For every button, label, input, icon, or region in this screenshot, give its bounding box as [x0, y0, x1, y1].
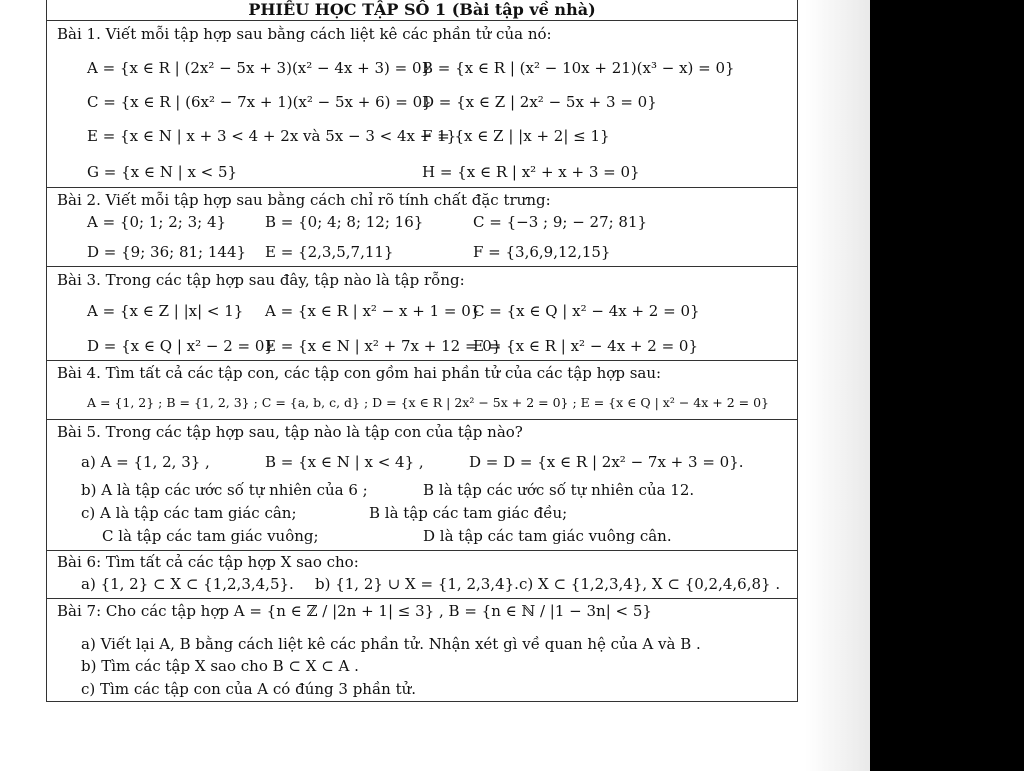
b4-heading: Bài 4. Tìm tất cả các tập con, các tập con gồm hai phần tử của các tập hợp sau: [57, 364, 662, 382]
b7-c: c) Tìm các tập con của A có đúng 3 phần tử. [81, 680, 417, 698]
b1-set-e: E = {x ∈ N | x + 3 < 4 + 2x và 5x − 3 < 4x − 1} [87, 127, 457, 145]
b1-set-c: C = {x ∈ R | (6x² − 7x + 1)(x² − 5x + 6) = 0} [87, 93, 432, 111]
divider [47, 266, 797, 267]
b5-a-set-b: B = {x ∈ N | x < 4} , [265, 453, 424, 471]
b7-b: b) Tìm các tập X sao cho B ⊂ X ⊂ A . [81, 657, 359, 675]
b2-set-d: D = {9; 36; 81; 144} [87, 243, 247, 261]
b1-set-h: H = {x ∈ R | x² + x + 3 = 0} [422, 163, 640, 181]
b5-heading: Bài 5. Trong các tập hợp sau, tập nào là tập con của tập nào? [57, 423, 523, 441]
divider [47, 598, 797, 599]
b5-c-set-b: B là tập các tam giác đều; [369, 504, 568, 522]
b7-heading: Bài 7: Cho các tập hợp A = {n ∈ ℤ / |2n + 1| ≤ 3} , B = {n ∈ ℕ / |1 − 3n| < 5} [57, 602, 652, 620]
page-edge-shadow [805, 0, 870, 771]
b5-c-set-c: C là tập các tam giác vuông; [102, 527, 319, 545]
divider [47, 360, 797, 361]
divider [47, 187, 797, 188]
b3-set-2b: E = {x ∈ N | x² + 7x + 12 = 0} [265, 337, 502, 355]
b6-c: c) X ⊂ {1,2,3,4}, X ⊂ {0,2,4,6,8} . [519, 575, 781, 593]
worksheet [46, 0, 798, 702]
b1-set-f: F = {x ∈ Z | |x + 2| ≤ 1} [422, 127, 610, 145]
b3-set-1a: A = {x ∈ Z | |x| < 1} [87, 302, 244, 320]
b6-b: b) {1, 2} ∪ X = {1, 2,3,4}. [315, 575, 519, 593]
b1-set-g: G = {x ∈ N | x < 5} [87, 163, 238, 181]
b3-set-2a: D = {x ∈ Q | x² − 2 = 0} [87, 337, 274, 355]
b1-set-b: B = {x ∈ R | (x² − 10x + 21)(x³ − x) = 0} [422, 59, 735, 77]
b1-set-a: A = {x ∈ R | (2x² − 5x + 3)(x² − 4x + 3) = 0} [87, 59, 432, 77]
b3-set-2c: E = {x ∈ R | x² − 4x + 2 = 0} [473, 337, 698, 355]
b3-set-1c: C = {x ∈ Q | x² − 4x + 2 = 0} [473, 302, 700, 320]
b2-set-b: B = {0; 4; 8; 12; 16} [265, 213, 424, 231]
b2-set-c: C = {−3 ; 9; − 27; 81} [473, 213, 648, 231]
b2-set-e: E = {2,3,5,7,11} [265, 243, 394, 261]
b6-heading: Bài 6: Tìm tất cả các tập hợp X sao cho: [57, 553, 359, 571]
b5-a-set-d: D = D = {x ∈ R | 2x² − 7x + 3 = 0}. [469, 453, 744, 471]
b2-heading: Bài 2. Viết mỗi tập hợp sau bằng cách chỉ rõ tính chất đặc trưng: [57, 191, 551, 209]
b7-a: a) Viết lại A, B bằng cách liệt kê các phần tử. Nhận xét gì về quan hệ của A và B . [81, 635, 701, 653]
b5-c-set-a: c) A là tập các tam giác cân; [81, 504, 297, 522]
b2-set-a: A = {0; 1; 2; 3; 4} [87, 213, 227, 231]
b3-heading: Bài 3. Trong các tập hợp sau đây, tập nào là tập rỗng: [57, 271, 465, 289]
b2-set-f: F = {3,6,9,12,15} [473, 243, 611, 261]
b5-a-set-a: a) A = {1, 2, 3} , [81, 453, 210, 471]
b3-set-1b: A = {x ∈ R | x² − x + 1 = 0} [265, 302, 481, 320]
b6-a: a) {1, 2} ⊂ X ⊂ {1,2,3,4,5}. [81, 575, 294, 593]
worksheet-title: PHIẾU HỌC TẬP SỐ 1 (Bài tập về nhà) [47, 0, 797, 21]
viewer-background [870, 0, 1024, 771]
b1-heading: Bài 1. Viết mỗi tập hợp sau bằng cách liệt kê các phần tử của nó: [57, 25, 552, 43]
b5-b-set-a: b) A là tập các ước số tự nhiên của 6 ; [81, 481, 368, 499]
divider [47, 550, 797, 551]
b1-set-d: D = {x ∈ Z | 2x² − 5x + 3 = 0} [422, 93, 657, 111]
divider [47, 419, 797, 420]
b5-b-set-b: B là tập các ước số tự nhiên của 12. [423, 481, 695, 499]
b4-sets: A = {1, 2} ; B = {1, 2, 3} ; C = {a, b, c, d} ; D = {x ∈ R | 2x² − 5x + 2 = 0} ; E = {x ∈ Q | x² − 4x + 2 = 0} [87, 395, 769, 410]
b5-c-set-d: D là tập các tam giác vuông cân. [423, 527, 672, 545]
